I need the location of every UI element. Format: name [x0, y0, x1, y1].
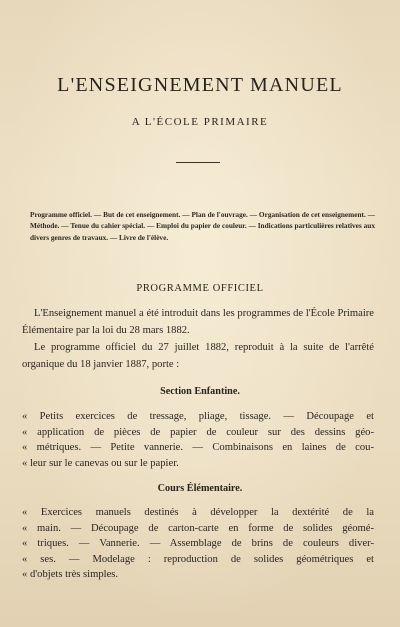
chapter-summary: Programme officiel. — But de cet enseignement. — Plan de l'ouvrage. — Organisation de cet enseignement. — Méthode. — Tenue du cahier spécial. — Emploi du papier de couleur. — Indications particulières relatives aux divers genres de travaux. — Livre de l'élève. — [30, 210, 375, 242]
quote-line: « d'objets très simples. — [22, 569, 119, 581]
page-title: L'ENSEIGNEMENT MANUEL — [57, 74, 343, 96]
quote-line: « main. — Découpage de carton-carte en forme de solides géomé- — [22, 522, 374, 534]
quote-line: « triques. — Vannerie. — Assemblage de brins de couleurs diver- — [22, 538, 374, 550]
quote-line: « application de pièces de papier de couleur sur des dessins géo- — [22, 426, 374, 438]
cours-elementaire-quote — [22, 505, 374, 583]
section-enfantine-quote — [22, 409, 374, 471]
quote-line: « leur sur le canevas ou sur le papier. — [22, 457, 179, 469]
title-divider — [176, 162, 220, 163]
quote-line: « Petits exercices de tressage, pliage, tissage. — Découpage et — [22, 411, 374, 422]
programme-paragraph-1: L'Enseignement manuel a été introduit dans les programmes de l'École Primaire Élémentaire par la loi du 28 mars 1882. — [22, 308, 374, 336]
quote-line: « Exercices manuels destinés à développer la dextérité de la — [22, 507, 374, 518]
page-subtitle: A L'ÉCOLE PRIMAIRE — [131, 116, 269, 128]
cours-elementaire-heading: Cours Élémentaire. — [157, 483, 243, 494]
programme-heading: PROGRAMME OFFICIEL — [136, 283, 264, 294]
programme-paragraph-2: Le programme officiel du 27 juillet 1882, reproduit à la suite de l'arrêté organique du 18 janvier 1887, porte : — [22, 342, 374, 370]
quote-line: « ses. — Modelage : reproduction de solides géométriques et — [22, 553, 374, 565]
quote-line: « métriques. — Petite vannerie. — Combinaisons en laines de cou- — [22, 442, 374, 454]
section-enfantine-heading: Section Enfantine. — [160, 386, 240, 397]
